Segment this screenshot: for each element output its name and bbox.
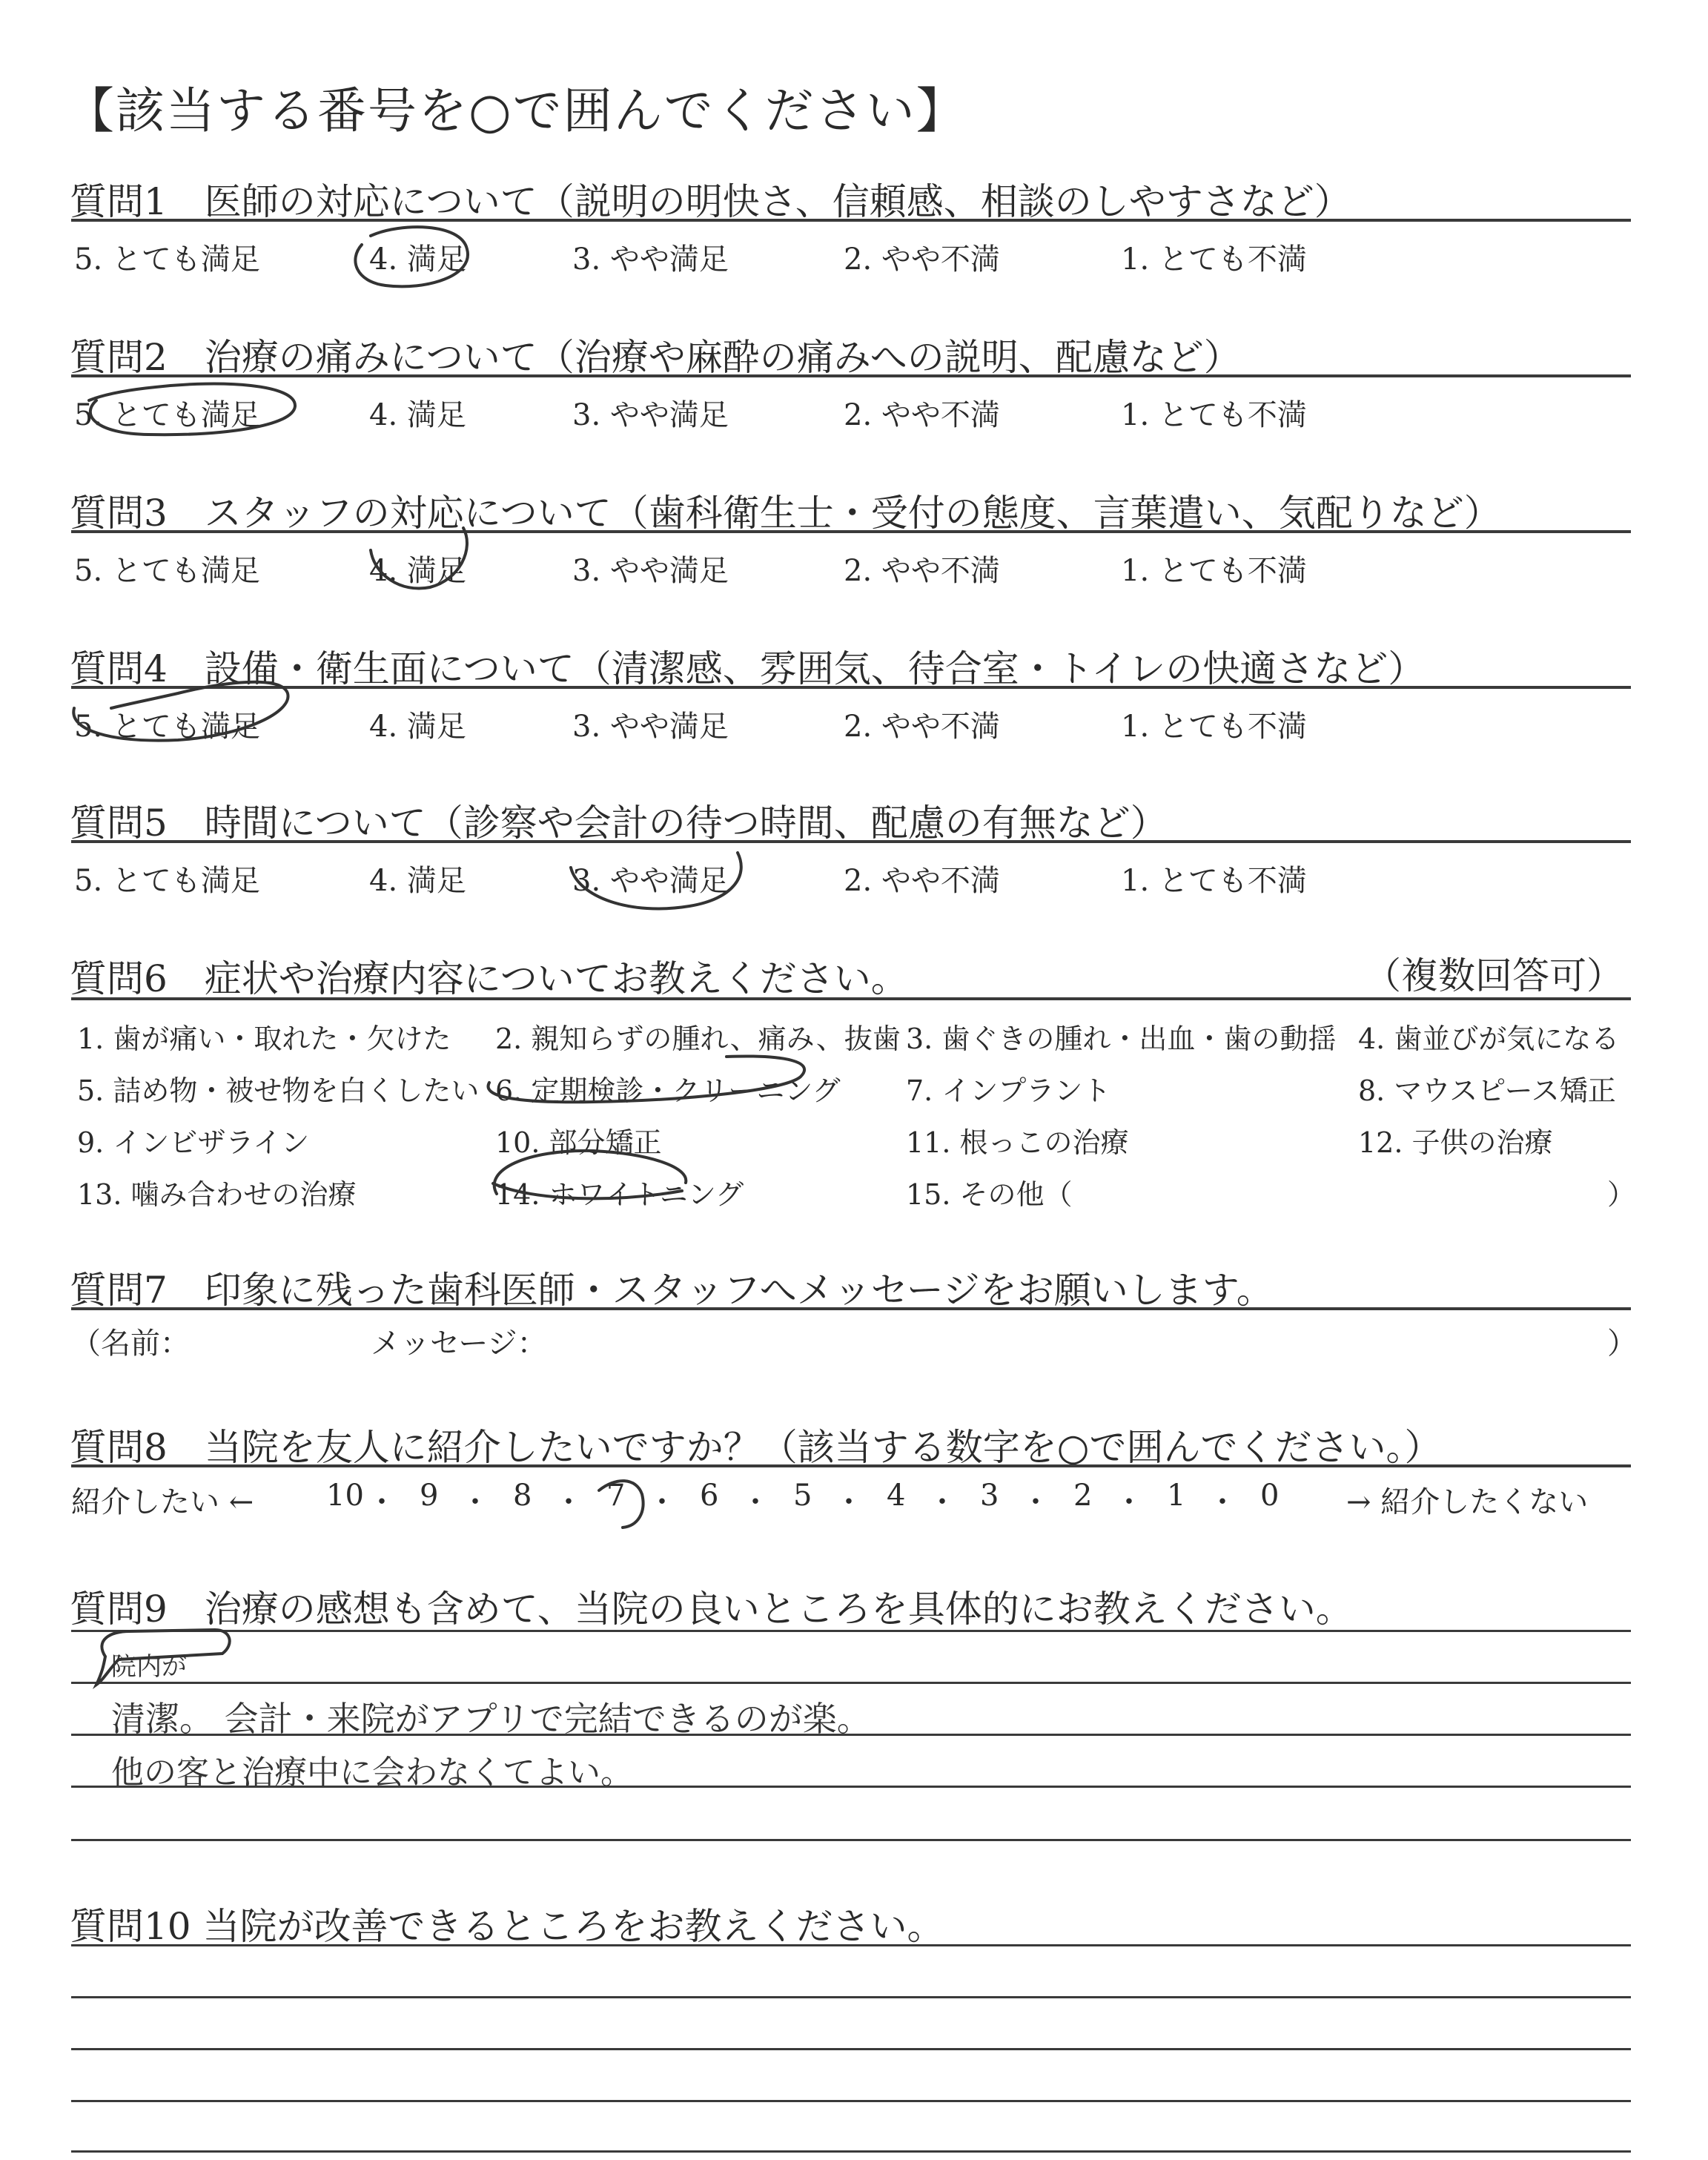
strike-mark-q6-item-14 (493, 1183, 682, 1198)
q8-scale-value[interactable]: 5 (793, 1479, 812, 1513)
q1-option-5[interactable]: 5. とても満足 (74, 242, 260, 277)
q3-option-5[interactable]: 5. とても満足 (74, 554, 260, 588)
q8-scale-separator: ・ (1208, 1485, 1237, 1519)
q6-item-4[interactable]: 4. 歯並びが気になる (1358, 1023, 1620, 1055)
q8-scale-value[interactable]: 9 (420, 1479, 439, 1513)
q6-item-15[interactable]: 15. その他（ (906, 1178, 1073, 1211)
question-3-title: 質問3 スタッフの対応について（歯科衛生士・受付の態度、言葉遣い、気配りなど） (70, 492, 1501, 535)
q8-right-label: → 紹介したくない (1346, 1485, 1589, 1519)
q6-item-6[interactable]: 6. 定期検診・クリーニング (495, 1074, 841, 1107)
question-6-title: 質問6 症状や治療内容についてお教えください。 (70, 957, 908, 1000)
q9-handwritten-line-2: 清潔。 会計・来院がアプリで完結できるのが楽。 (111, 1699, 871, 1739)
q8-scale-value[interactable]: 6 (700, 1479, 719, 1513)
q4-option-3[interactable]: 3. やや満足 (572, 710, 729, 744)
question-1-title: 質問1 医師の対応について（説明の明快さ、信頼感、相談のしやすさなど） (70, 180, 1351, 223)
q8-scale-separator: ・ (927, 1485, 957, 1519)
question-2-title: 質問2 治療の痛みについて（治療や麻酔の痛みへの説明、配慮など） (70, 336, 1241, 379)
q2-option-5[interactable]: 5. とても満足 (74, 398, 260, 432)
q8-scale-value[interactable]: 7 (606, 1479, 626, 1513)
q3-option-2[interactable]: 2. やや不満 (844, 554, 1000, 588)
question-7-title: 質問7 印象に残った歯科医師・スタッフへメッセージをお願いします。 (70, 1269, 1274, 1312)
q1-option-1[interactable]: 1. とても不満 (1121, 242, 1307, 277)
q5-option-3[interactable]: 3. やや満足 (572, 864, 729, 898)
question-10-title: 質問10 当院が改善できるところをお教えください。 (70, 1905, 944, 1948)
q6-item-13[interactable]: 13. 噛み合わせの治療 (77, 1178, 357, 1211)
q1-option-3[interactable]: 3. やや満足 (572, 242, 729, 277)
q8-scale-separator: ・ (741, 1485, 770, 1519)
q8-scale-value[interactable]: 4 (887, 1479, 906, 1513)
question-6-note: （複数回答可） (1364, 954, 1623, 997)
q4-option-4[interactable]: 4. 満足 (369, 710, 466, 744)
q2-option-3[interactable]: 3. やや満足 (572, 398, 729, 432)
q6-item-14[interactable]: 14. ホワイトニング (495, 1178, 744, 1211)
q8-left-label: 紹介したい ← (71, 1485, 254, 1519)
q8-scale-separator: ・ (1114, 1485, 1144, 1519)
q7-close-paren: ） (1607, 1327, 1637, 1361)
circle-mark-q1 (355, 227, 468, 286)
question-4-title: 質問4 設備・衛生面について（清潔感、雰囲気、待合室・トイレの快適さなど） (70, 647, 1426, 690)
question-8-title: 質問8 当院を友人に紹介したいですか？（該当する数字を○で囲んでください。） (70, 1426, 1442, 1469)
q2-option-1[interactable]: 1. とても不満 (1121, 398, 1307, 432)
q2-option-2[interactable]: 2. やや不満 (844, 398, 1000, 432)
q2-option-4[interactable]: 4. 満足 (369, 398, 466, 432)
q7-name-label: （名前： (71, 1327, 190, 1361)
q8-scale-value[interactable]: 3 (980, 1479, 999, 1513)
q5-option-2[interactable]: 2. やや不満 (844, 864, 1000, 898)
q8-scale-value[interactable]: 0 (1260, 1479, 1280, 1513)
q6-item-10[interactable]: 10. 部分矯正 (495, 1126, 662, 1159)
circle-mark-q8 (599, 1481, 643, 1527)
q6-item-9[interactable]: 9. インビザライン (77, 1126, 310, 1159)
circle-mark-q6-item-14 (494, 1151, 686, 1194)
q8-scale-value[interactable]: 2 (1073, 1479, 1093, 1513)
circle-mark-q3 (371, 528, 467, 589)
q9-handwritten-line-3: 他の客と治療中に会わなくてよい。 (111, 1754, 633, 1791)
circle-mark-q5 (571, 853, 741, 908)
q8-scale-separator: ・ (554, 1485, 583, 1519)
q3-option-1[interactable]: 1. とても不満 (1121, 554, 1307, 588)
q8-scale-separator: ・ (647, 1485, 677, 1519)
q4-option-1[interactable]: 1. とても不満 (1121, 710, 1307, 744)
callout-bubble-q9 (96, 1630, 230, 1685)
q7-message-label: メッセージ： (371, 1327, 547, 1361)
question-5-title: 質問5 時間について（診察や会計の待つ時間、配慮の有無など） (70, 802, 1168, 845)
q4-option-2[interactable]: 2. やや不満 (844, 710, 1000, 744)
q8-scale-separator: ・ (1021, 1485, 1050, 1519)
q5-option-1[interactable]: 1. とても不満 (1121, 864, 1307, 898)
q3-option-4[interactable]: 4. 満足 (369, 554, 466, 588)
circle-mark-q4 (73, 682, 288, 741)
q3-option-3[interactable]: 3. やや満足 (572, 554, 729, 588)
q6-item-3[interactable]: 3. 歯ぐきの腫れ・出血・歯の動揺 (906, 1023, 1337, 1055)
instruction-heading: 【該当する番号を○で囲んでください】 (65, 82, 967, 139)
q4-option-5[interactable]: 5. とても満足 (74, 710, 260, 744)
q6-close-paren: ） (1607, 1178, 1636, 1211)
q8-scale-value[interactable]: 10 (326, 1479, 364, 1513)
q6-item-1[interactable]: 1. 歯が痛い・取れた・欠けた (77, 1023, 451, 1055)
q5-option-5[interactable]: 5. とても満足 (74, 864, 260, 898)
q5-option-4[interactable]: 4. 満足 (369, 864, 466, 898)
q8-scale-separator: ・ (460, 1485, 490, 1519)
q9-handwritten-line-1: 院内が (111, 1652, 187, 1682)
circle-mark-q2 (89, 384, 295, 435)
q8-scale-value[interactable]: 8 (513, 1479, 532, 1513)
q8-scale-separator: ・ (834, 1485, 864, 1519)
q1-option-4[interactable]: 4. 満足 (369, 242, 466, 277)
q6-item-11[interactable]: 11. 根っこの治療 (906, 1126, 1129, 1159)
q6-item-5[interactable]: 5. 詰め物・被せ物を白くしたい (77, 1074, 480, 1107)
question-9-title: 質問9 治療の感想も含めて、当院の良いところを具体的にお教えください。 (70, 1588, 1353, 1631)
circle-mark-q6-item-6 (489, 1056, 805, 1102)
q8-scale-value[interactable]: 1 (1167, 1479, 1186, 1513)
q6-item-7[interactable]: 7. インプラント (906, 1074, 1111, 1107)
q6-item-8[interactable]: 8. マウスピース矯正 (1358, 1074, 1616, 1107)
q8-scale-separator: ・ (367, 1485, 397, 1519)
q6-item-2[interactable]: 2. 親知らずの腫れ、痛み、抜歯 (495, 1023, 901, 1055)
q1-option-2[interactable]: 2. やや不満 (844, 242, 1000, 277)
q6-item-12[interactable]: 12. 子供の治療 (1358, 1126, 1553, 1159)
